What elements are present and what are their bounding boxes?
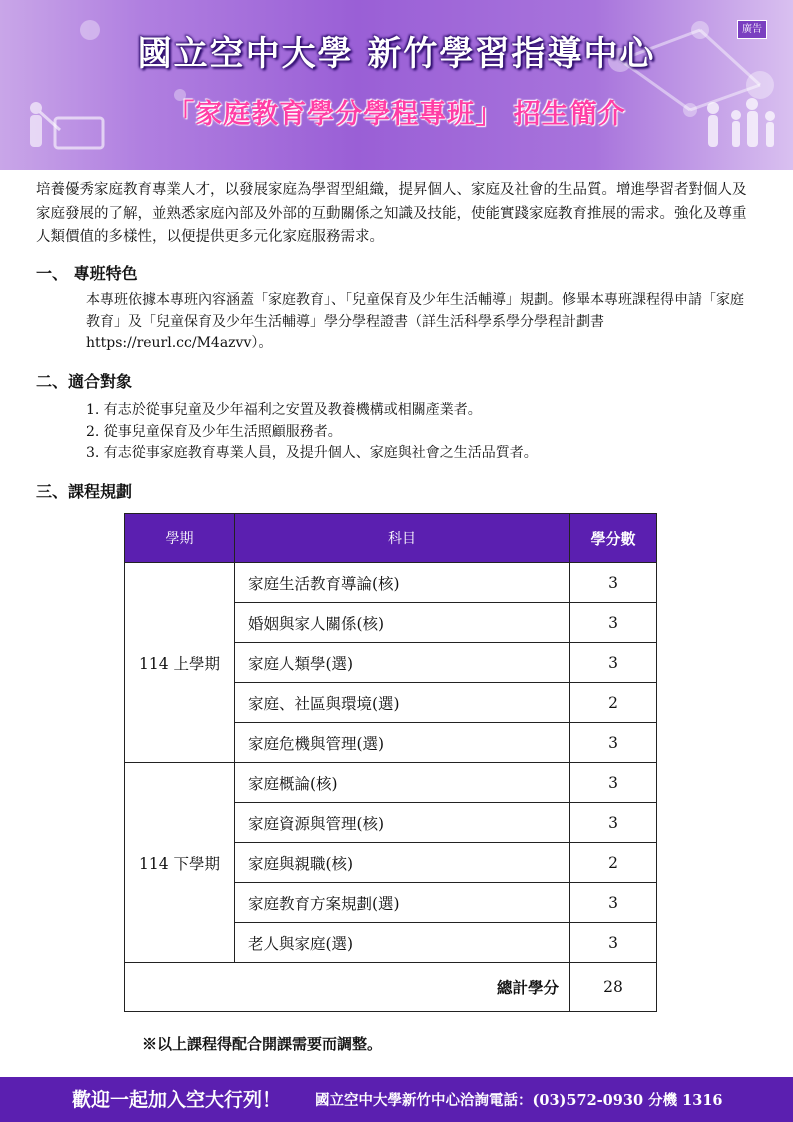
section-heading-curriculum: 三、課程規劃 [36, 482, 133, 501]
list-item: 3. 有志從事家庭教育專業人員，及提升個人、家庭與社會之生活品質者。 [86, 445, 538, 461]
page-subtitle: 「家庭教育學分學程專班」 招生簡介 [167, 99, 626, 130]
course-name: 家庭教育方案規劃(選) [235, 883, 570, 923]
total-label: 總計學分 [125, 963, 570, 1012]
course-credits: 3 [570, 603, 657, 643]
course-name: 家庭危機與管理(選) [235, 723, 570, 763]
term-cell: 114 上學期 [125, 563, 235, 763]
term-cell: 114 下學期 [125, 763, 235, 963]
header-term: 學期 [125, 514, 235, 563]
course-name: 家庭概論(核) [235, 763, 570, 803]
page-title: 國立空中大學 新竹學習指導中心 [137, 34, 656, 74]
course-credits: 3 [570, 563, 657, 603]
table-row [125, 763, 657, 803]
course-table [124, 513, 657, 1012]
audience-list [86, 400, 538, 465]
course-credits: 3 [570, 643, 657, 683]
course-credits: 3 [570, 763, 657, 803]
footer-contact: 國立空中大學新竹中心洽詢電話：(03)572-0930 分機 1316 [315, 1092, 723, 1109]
course-credits: 3 [570, 923, 657, 963]
ad-badge: 廣告 [737, 20, 767, 39]
header-banner [0, 0, 793, 170]
table-row [125, 563, 657, 603]
course-name: 家庭與親職(核) [235, 843, 570, 883]
footer-bar [0, 1077, 793, 1122]
intro-paragraph: 培養優秀家庭教育專業人才，以發展家庭為學習型組織，提昇個人、家庭及社會的生品質。增進學習者對個人及家庭發展的了解，並熟悉家庭內部及外部的互動關係之知識及技能，使能實踐家庭教育推展的需求。強化及尊重人類價值的多樣性，以便提供更多元化家庭服務需求。 [36, 182, 747, 245]
features-paragraph: 本專班依據本專班內容涵蓋「家庭教育」、「兒童保育及少年生活輔導」規劃。修畢本專班課程得申請「家庭教育」及「兒童保育及少年生活輔導」學分學程證書（詳生活科學系學分學程計劃書 https://reurl.cc/M4azvv）。 [86, 292, 744, 351]
list-item: 1. 有志於從事兒童及少年福利之安置及教養機構或相關產業者。 [86, 402, 482, 418]
adjustment-note: ※以上課程得配合開課需要而調整。 [142, 1035, 383, 1053]
total-value: 28 [570, 963, 657, 1012]
course-name: 家庭資源與管理(核) [235, 803, 570, 843]
course-credits: 3 [570, 803, 657, 843]
course-credits: 3 [570, 723, 657, 763]
course-name: 家庭生活教育導論(核) [235, 563, 570, 603]
course-name: 家庭人類學(選) [235, 643, 570, 683]
course-name: 婚姻與家人關係(核) [235, 603, 570, 643]
table-header-row [125, 514, 657, 563]
section-heading-audience: 二、適合對象 [36, 372, 133, 391]
course-credits: 2 [570, 683, 657, 723]
header-credits: 學分數 [570, 514, 657, 563]
footer-welcome: 歡迎一起加入空大行列！ [72, 1089, 282, 1111]
list-item: 2. 從事兒童保育及少年生活照顧服務者。 [86, 423, 342, 440]
course-name: 家庭、社區與環境(選) [235, 683, 570, 723]
course-name: 老人與家庭(選) [235, 923, 570, 963]
table-total-row [125, 963, 657, 1012]
course-credits: 3 [570, 883, 657, 923]
course-credits: 2 [570, 843, 657, 883]
section-heading-features: 一、 專班特色 [36, 264, 138, 283]
header-subject: 科目 [235, 514, 570, 563]
